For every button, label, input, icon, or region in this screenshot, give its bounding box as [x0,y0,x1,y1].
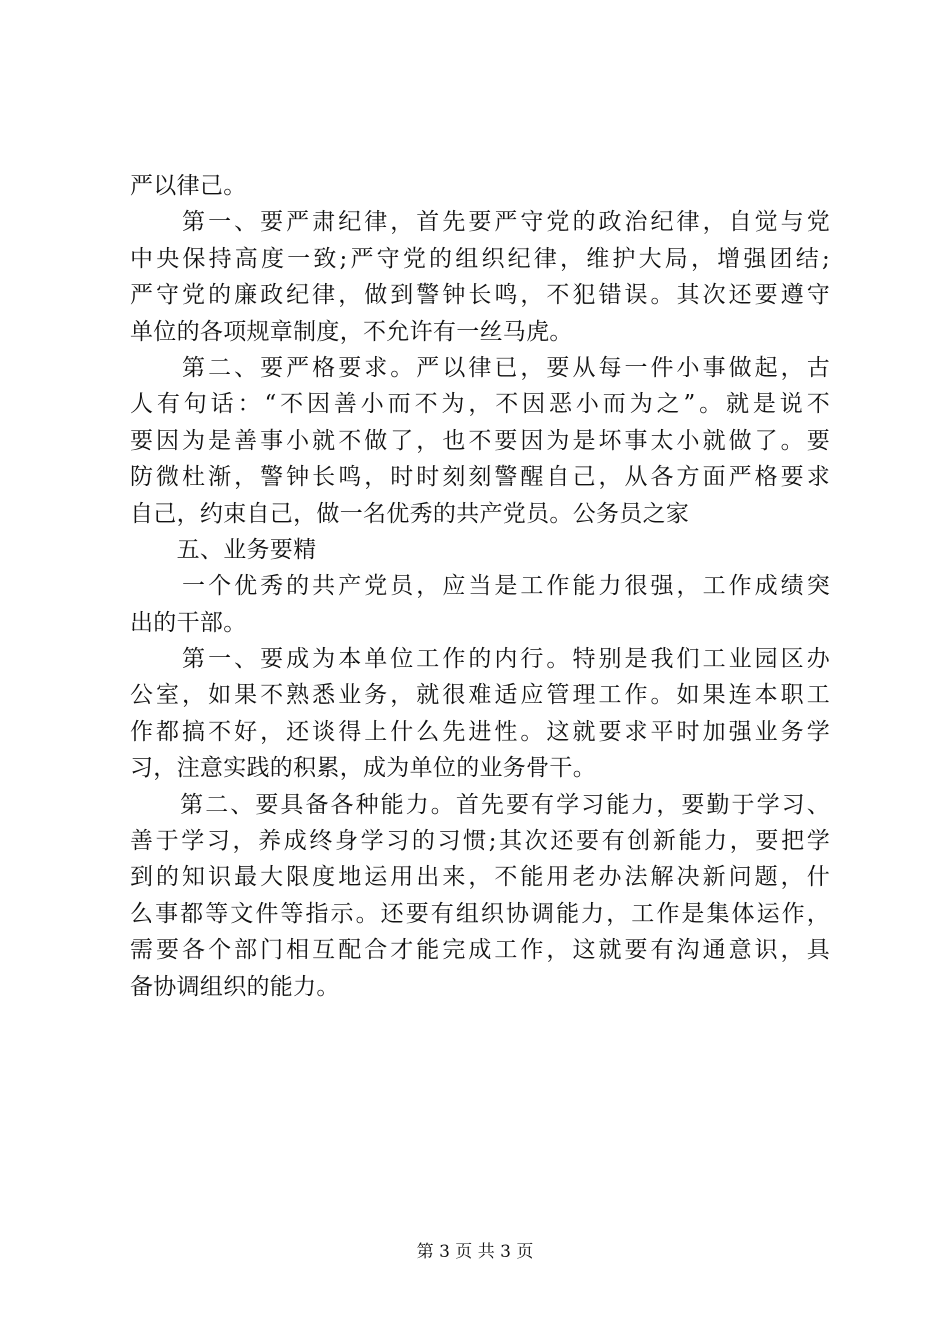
text-line: 中央保持高度一致;严守党的组织纪律，维护大局，增强团结; [130,245,830,272]
text-line: 单位的各项规章制度，不允许有一丝马虎。 [130,318,573,345]
text-line: 出的干部。 [130,609,247,636]
text-line: 自己，约束自己，做一名优秀的共产党员。公务员之家 [130,500,690,527]
text-line: 第一、要成为本单位工作的内行。特别是我们工业园区办 [130,646,830,673]
text-line: 严守党的廉政纪律，做到警钟长鸣，不犯错误。其次还要遵守 [130,282,830,309]
text-line: 么事都等文件等指示。还要有组织协调能力，工作是集体运作， [130,900,830,927]
text-line: 防微杜渐，警钟长鸣，时时刻刻警醒自己，从各方面严格要求 [130,464,830,491]
text-line: 备协调组织的能力。 [130,973,340,1000]
text-line: 需要各个部门相互配合才能完成工作，这就要有沟通意识，具 [130,937,830,964]
text-line: 严以律己。 [130,173,247,199]
text-line: 第二、要严格要求。严以律已，要从每一件小事做起，古 [130,354,830,381]
text-line: 习，注意实践的积累，成为单位的业务骨干。 [130,755,596,782]
text-line: 作都搞不好，还谈得上什么先进性。这就要求平时加强业务学 [130,718,830,745]
text-line: 第一、要严肃纪律，首先要严守党的政治纪律，自觉与党 [130,209,830,236]
text-line: 人有句话：“不因善小而不为，不因恶小而为之”。就是说不 [130,391,830,418]
text-line: 第二、要具备各种能力。首先要有学习能力，要勤于学习、 [130,791,830,818]
text-line: 公室，如果不熟悉业务，就很难适应管理工作。如果连本职工 [130,682,830,709]
page-footer: 第 3 页 共 3 页 [416,1242,534,1262]
text-line: 一个优秀的共产党员，应当是工作能力很强，工作成绩突 [130,573,830,600]
text-line: 要因为是善事小就不做了，也不要因为是坏事太小就做了。要 [130,427,830,454]
text-line: 到的知识最大限度地运用出来，不能用老办法解决新问题，什 [130,864,830,891]
document-body [130,168,830,1005]
text-line: 善于学习，养成终身学习的习惯;其次还要有创新能力，要把学 [130,828,830,855]
text-line: 五、业务要精 [130,536,317,563]
